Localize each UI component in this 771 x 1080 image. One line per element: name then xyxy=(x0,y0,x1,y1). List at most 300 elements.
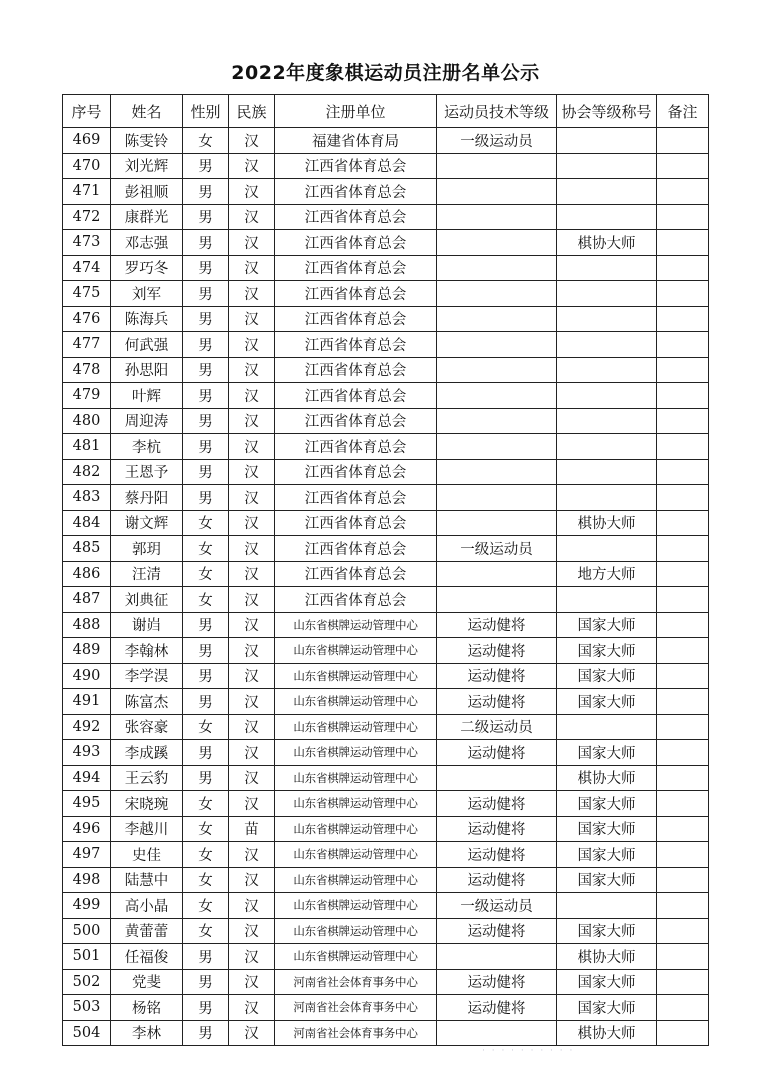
gender-cell: 女 xyxy=(183,587,229,613)
unit-cell: 江西省体育总会 xyxy=(275,153,437,179)
tech-grade-cell xyxy=(437,1020,557,1046)
name-cell: 李林 xyxy=(111,1020,183,1046)
name-cell: 李越川 xyxy=(111,816,183,842)
tech-grade-cell: 运动健将 xyxy=(437,740,557,766)
assoc-title-cell xyxy=(557,459,657,485)
table-row xyxy=(63,408,709,434)
ethnicity-cell: 汉 xyxy=(229,510,275,536)
header-gender: 性别 xyxy=(183,95,229,128)
gender-cell: 女 xyxy=(183,510,229,536)
tech-grade-cell: 二级运动员 xyxy=(437,714,557,740)
assoc-title-cell: 国家大师 xyxy=(557,689,657,715)
table-row xyxy=(63,153,709,179)
gender-cell: 女 xyxy=(183,842,229,868)
remarks-cell xyxy=(657,510,709,536)
remarks-cell xyxy=(657,816,709,842)
unit-cell: 山东省棋牌运动管理中心 xyxy=(275,867,437,893)
tech-grade-cell xyxy=(437,332,557,358)
unit-cell: 江西省体育总会 xyxy=(275,204,437,230)
tech-grade-cell xyxy=(437,153,557,179)
tech-grade-cell: 运动健将 xyxy=(437,842,557,868)
tech-grade-cell xyxy=(437,281,557,307)
ethnicity-cell: 汉 xyxy=(229,995,275,1021)
ethnicity-cell: 汉 xyxy=(229,408,275,434)
unit-cell: 江西省体育总会 xyxy=(275,230,437,256)
name-cell: 王云豹 xyxy=(111,765,183,791)
ethnicity-cell: 汉 xyxy=(229,638,275,664)
remarks-cell xyxy=(657,842,709,868)
table-row xyxy=(63,587,709,613)
serial-cell: 489 xyxy=(63,638,111,664)
table-row xyxy=(63,332,709,358)
remarks-cell xyxy=(657,536,709,562)
ethnicity-cell: 汉 xyxy=(229,536,275,562)
unit-cell: 江西省体育总会 xyxy=(275,357,437,383)
serial-cell: 502 xyxy=(63,969,111,995)
name-cell: 陈海兵 xyxy=(111,306,183,332)
table-row xyxy=(63,893,709,919)
table-row xyxy=(63,434,709,460)
gender-cell: 男 xyxy=(183,204,229,230)
tech-grade-cell xyxy=(437,765,557,791)
name-cell: 周迎涛 xyxy=(111,408,183,434)
remarks-cell xyxy=(657,128,709,154)
unit-cell: 山东省棋牌运动管理中心 xyxy=(275,918,437,944)
gender-cell: 男 xyxy=(183,153,229,179)
gender-cell: 男 xyxy=(183,408,229,434)
table-row xyxy=(63,689,709,715)
unit-cell: 山东省棋牌运动管理中心 xyxy=(275,765,437,791)
table-row xyxy=(63,969,709,995)
name-cell: 何武强 xyxy=(111,332,183,358)
gender-cell: 男 xyxy=(183,944,229,970)
tech-grade-cell xyxy=(437,306,557,332)
table-row xyxy=(63,383,709,409)
serial-cell: 482 xyxy=(63,459,111,485)
remarks-cell xyxy=(657,612,709,638)
unit-cell: 山东省棋牌运动管理中心 xyxy=(275,714,437,740)
name-cell: 李杭 xyxy=(111,434,183,460)
name-cell: 汪清 xyxy=(111,561,183,587)
tech-grade-cell: 运动健将 xyxy=(437,867,557,893)
remarks-cell xyxy=(657,357,709,383)
assoc-title-cell: 棋协大师 xyxy=(557,230,657,256)
assoc-title-cell xyxy=(557,128,657,154)
table-row xyxy=(63,357,709,383)
ethnicity-cell: 汉 xyxy=(229,306,275,332)
gender-cell: 女 xyxy=(183,128,229,154)
unit-cell: 山东省棋牌运动管理中心 xyxy=(275,663,437,689)
name-cell: 谢岿 xyxy=(111,612,183,638)
assoc-title-cell: 国家大师 xyxy=(557,612,657,638)
name-cell: 高小晶 xyxy=(111,893,183,919)
unit-cell: 江西省体育总会 xyxy=(275,306,437,332)
serial-cell: 501 xyxy=(63,944,111,970)
assoc-title-cell: 国家大师 xyxy=(557,740,657,766)
assoc-title-cell: 棋协大师 xyxy=(557,944,657,970)
ethnicity-cell: 汉 xyxy=(229,153,275,179)
name-cell: 邓志强 xyxy=(111,230,183,256)
unit-cell: 江西省体育总会 xyxy=(275,434,437,460)
gender-cell: 男 xyxy=(183,434,229,460)
name-cell: 刘军 xyxy=(111,281,183,307)
remarks-cell xyxy=(657,587,709,613)
tech-grade-cell xyxy=(437,357,557,383)
serial-cell: 472 xyxy=(63,204,111,230)
assoc-title-cell: 国家大师 xyxy=(557,638,657,664)
tech-grade-cell: 一级运动员 xyxy=(437,893,557,919)
remarks-cell xyxy=(657,638,709,664)
tech-grade-cell: 运动健将 xyxy=(437,995,557,1021)
tech-grade-cell xyxy=(437,408,557,434)
remarks-cell xyxy=(657,714,709,740)
ethnicity-cell: 汉 xyxy=(229,842,275,868)
name-cell: 杨铭 xyxy=(111,995,183,1021)
gender-cell: 男 xyxy=(183,663,229,689)
table-row xyxy=(63,816,709,842)
remarks-cell xyxy=(657,1020,709,1046)
ethnicity-cell: 汉 xyxy=(229,485,275,511)
name-cell: 黄蕾蕾 xyxy=(111,918,183,944)
unit-cell: 山东省棋牌运动管理中心 xyxy=(275,791,437,817)
tech-grade-cell xyxy=(437,230,557,256)
unit-cell: 山东省棋牌运动管理中心 xyxy=(275,689,437,715)
gender-cell: 女 xyxy=(183,536,229,562)
assoc-title-cell: 棋协大师 xyxy=(557,1020,657,1046)
name-cell: 孙思阳 xyxy=(111,357,183,383)
ethnicity-cell: 汉 xyxy=(229,867,275,893)
gender-cell: 男 xyxy=(183,357,229,383)
serial-cell: 486 xyxy=(63,561,111,587)
name-cell: 陆慧中 xyxy=(111,867,183,893)
tech-grade-cell: 运动健将 xyxy=(437,969,557,995)
assoc-title-cell xyxy=(557,408,657,434)
assoc-title-cell: 棋协大师 xyxy=(557,765,657,791)
gender-cell: 女 xyxy=(183,893,229,919)
unit-cell: 山东省棋牌运动管理中心 xyxy=(275,740,437,766)
name-cell: 宋晓琬 xyxy=(111,791,183,817)
serial-cell: 497 xyxy=(63,842,111,868)
name-cell: 陈雯铃 xyxy=(111,128,183,154)
assoc-title-cell: 国家大师 xyxy=(557,918,657,944)
remarks-cell xyxy=(657,179,709,205)
gender-cell: 男 xyxy=(183,612,229,638)
header-assoc-title: 协会等级称号 xyxy=(557,95,657,128)
tech-grade-cell xyxy=(437,255,557,281)
table-row xyxy=(63,204,709,230)
unit-cell: 山东省棋牌运动管理中心 xyxy=(275,944,437,970)
assoc-title-cell: 国家大师 xyxy=(557,791,657,817)
table-row xyxy=(63,255,709,281)
table-row xyxy=(63,765,709,791)
unit-cell: 江西省体育总会 xyxy=(275,561,437,587)
serial-cell: 483 xyxy=(63,485,111,511)
serial-cell: 474 xyxy=(63,255,111,281)
ethnicity-cell: 汉 xyxy=(229,357,275,383)
registration-table xyxy=(62,94,709,1046)
ethnicity-cell: 汉 xyxy=(229,281,275,307)
ethnicity-cell: 汉 xyxy=(229,230,275,256)
gender-cell: 女 xyxy=(183,714,229,740)
gender-cell: 男 xyxy=(183,485,229,511)
gender-cell: 男 xyxy=(183,281,229,307)
ethnicity-cell: 汉 xyxy=(229,765,275,791)
serial-cell: 473 xyxy=(63,230,111,256)
page-title: 2022年度象棋运动员注册名单公示 xyxy=(231,62,540,84)
assoc-title-cell xyxy=(557,587,657,613)
ethnicity-cell: 汉 xyxy=(229,689,275,715)
gender-cell: 女 xyxy=(183,918,229,944)
ethnicity-cell: 汉 xyxy=(229,918,275,944)
ethnicity-cell: 汉 xyxy=(229,893,275,919)
serial-cell: 484 xyxy=(63,510,111,536)
table-row xyxy=(63,179,709,205)
serial-cell: 493 xyxy=(63,740,111,766)
unit-cell: 江西省体育总会 xyxy=(275,510,437,536)
name-cell: 李成蹊 xyxy=(111,740,183,766)
table-row xyxy=(63,510,709,536)
table-row xyxy=(63,230,709,256)
remarks-cell xyxy=(657,255,709,281)
ethnicity-cell: 汉 xyxy=(229,459,275,485)
tech-grade-cell: 运动健将 xyxy=(437,689,557,715)
gender-cell: 男 xyxy=(183,740,229,766)
assoc-title-cell: 国家大师 xyxy=(557,969,657,995)
table-row xyxy=(63,791,709,817)
unit-cell: 山东省棋牌运动管理中心 xyxy=(275,816,437,842)
header-ethnicity: 民族 xyxy=(229,95,275,128)
unit-cell: 江西省体育总会 xyxy=(275,408,437,434)
remarks-cell xyxy=(657,306,709,332)
assoc-title-cell xyxy=(557,204,657,230)
serial-cell: 469 xyxy=(63,128,111,154)
table-row xyxy=(63,281,709,307)
name-cell: 罗巧冬 xyxy=(111,255,183,281)
header-row xyxy=(63,95,709,128)
remarks-cell xyxy=(657,332,709,358)
name-cell: 彭祖顺 xyxy=(111,179,183,205)
ethnicity-cell: 苗 xyxy=(229,816,275,842)
table-row xyxy=(63,561,709,587)
serial-cell: 477 xyxy=(63,332,111,358)
serial-cell: 471 xyxy=(63,179,111,205)
serial-cell: 504 xyxy=(63,1020,111,1046)
serial-cell: 499 xyxy=(63,893,111,919)
assoc-title-cell xyxy=(557,332,657,358)
gender-cell: 男 xyxy=(183,995,229,1021)
ethnicity-cell: 汉 xyxy=(229,204,275,230)
gender-cell: 男 xyxy=(183,179,229,205)
remarks-cell xyxy=(657,918,709,944)
table-row xyxy=(63,536,709,562)
tech-grade-cell xyxy=(437,485,557,511)
remarks-cell xyxy=(657,230,709,256)
tech-grade-cell: 运动健将 xyxy=(437,612,557,638)
tech-grade-cell xyxy=(437,510,557,536)
ethnicity-cell: 汉 xyxy=(229,587,275,613)
table-row xyxy=(63,459,709,485)
assoc-title-cell xyxy=(557,357,657,383)
assoc-title-cell: 国家大师 xyxy=(557,842,657,868)
remarks-cell xyxy=(657,740,709,766)
assoc-title-cell xyxy=(557,179,657,205)
remarks-cell xyxy=(657,561,709,587)
unit-cell: 江西省体育总会 xyxy=(275,383,437,409)
tech-grade-cell xyxy=(437,434,557,460)
tech-grade-cell: 运动健将 xyxy=(437,638,557,664)
table-row xyxy=(63,638,709,664)
ethnicity-cell: 汉 xyxy=(229,791,275,817)
tech-grade-cell xyxy=(437,587,557,613)
tech-grade-cell xyxy=(437,944,557,970)
table-row xyxy=(63,867,709,893)
assoc-title-cell: 国家大师 xyxy=(557,995,657,1021)
assoc-title-cell: 地方大师 xyxy=(557,561,657,587)
unit-cell: 河南省社会体育事务中心 xyxy=(275,995,437,1021)
name-cell: 王恩予 xyxy=(111,459,183,485)
tech-grade-cell: 一级运动员 xyxy=(437,128,557,154)
gender-cell: 男 xyxy=(183,969,229,995)
gender-cell: 女 xyxy=(183,561,229,587)
unit-cell: 江西省体育总会 xyxy=(275,536,437,562)
serial-cell: 485 xyxy=(63,536,111,562)
gender-cell: 男 xyxy=(183,255,229,281)
serial-cell: 503 xyxy=(63,995,111,1021)
unit-cell: 福建省体育局 xyxy=(275,128,437,154)
serial-cell: 478 xyxy=(63,357,111,383)
tech-grade-cell xyxy=(437,179,557,205)
table-row xyxy=(63,306,709,332)
remarks-cell xyxy=(657,791,709,817)
unit-cell: 河南省社会体育事务中心 xyxy=(275,1020,437,1046)
table-row xyxy=(63,842,709,868)
ethnicity-cell: 汉 xyxy=(229,663,275,689)
serial-cell: 475 xyxy=(63,281,111,307)
tech-grade-cell xyxy=(437,459,557,485)
assoc-title-cell: 国家大师 xyxy=(557,663,657,689)
name-cell: 张容豪 xyxy=(111,714,183,740)
tech-grade-cell xyxy=(437,204,557,230)
name-cell: 郭玥 xyxy=(111,536,183,562)
assoc-title-cell xyxy=(557,153,657,179)
serial-cell: 496 xyxy=(63,816,111,842)
ethnicity-cell: 汉 xyxy=(229,434,275,460)
remarks-cell xyxy=(657,663,709,689)
serial-cell: 494 xyxy=(63,765,111,791)
tech-grade-cell: 运动健将 xyxy=(437,918,557,944)
remarks-cell xyxy=(657,153,709,179)
remarks-cell xyxy=(657,867,709,893)
remarks-cell xyxy=(657,408,709,434)
unit-cell: 河南省社会体育事务中心 xyxy=(275,969,437,995)
tech-grade-cell: 运动健将 xyxy=(437,791,557,817)
gender-cell: 男 xyxy=(183,638,229,664)
name-cell: 陈富杰 xyxy=(111,689,183,715)
header-tech-grade: 运动员技术等级 xyxy=(437,95,557,128)
header-name: 姓名 xyxy=(111,95,183,128)
name-cell: 李学淏 xyxy=(111,663,183,689)
gender-cell: 男 xyxy=(183,332,229,358)
tech-grade-cell: 一级运动员 xyxy=(437,536,557,562)
assoc-title-cell xyxy=(557,434,657,460)
remarks-cell xyxy=(657,995,709,1021)
ethnicity-cell: 汉 xyxy=(229,612,275,638)
table-row xyxy=(63,995,709,1021)
gender-cell: 男 xyxy=(183,383,229,409)
remarks-cell xyxy=(657,459,709,485)
watermark: · · · · · · · · · · xyxy=(482,1046,575,1056)
assoc-title-cell xyxy=(557,536,657,562)
unit-cell: 江西省体育总会 xyxy=(275,281,437,307)
name-cell: 谢文辉 xyxy=(111,510,183,536)
gender-cell: 男 xyxy=(183,230,229,256)
assoc-title-cell xyxy=(557,255,657,281)
ethnicity-cell: 汉 xyxy=(229,561,275,587)
unit-cell: 江西省体育总会 xyxy=(275,485,437,511)
assoc-title-cell xyxy=(557,281,657,307)
ethnicity-cell: 汉 xyxy=(229,332,275,358)
table-row xyxy=(63,740,709,766)
unit-cell: 江西省体育总会 xyxy=(275,255,437,281)
tech-grade-cell xyxy=(437,561,557,587)
ethnicity-cell: 汉 xyxy=(229,740,275,766)
serial-cell: 491 xyxy=(63,689,111,715)
ethnicity-cell: 汉 xyxy=(229,128,275,154)
remarks-cell xyxy=(657,434,709,460)
ethnicity-cell: 汉 xyxy=(229,179,275,205)
name-cell: 康群光 xyxy=(111,204,183,230)
serial-cell: 498 xyxy=(63,867,111,893)
name-cell: 李翰林 xyxy=(111,638,183,664)
name-cell: 刘典征 xyxy=(111,587,183,613)
table-row xyxy=(63,663,709,689)
assoc-title-cell xyxy=(557,714,657,740)
tech-grade-cell xyxy=(437,383,557,409)
gender-cell: 女 xyxy=(183,867,229,893)
remarks-cell xyxy=(657,383,709,409)
unit-cell: 江西省体育总会 xyxy=(275,332,437,358)
header-serial: 序号 xyxy=(63,95,111,128)
name-cell: 史佳 xyxy=(111,842,183,868)
remarks-cell xyxy=(657,893,709,919)
gender-cell: 男 xyxy=(183,689,229,715)
remarks-cell xyxy=(657,969,709,995)
remarks-cell xyxy=(657,944,709,970)
gender-cell: 男 xyxy=(183,765,229,791)
serial-cell: 500 xyxy=(63,918,111,944)
table-row xyxy=(63,128,709,154)
table-row xyxy=(63,485,709,511)
table-row xyxy=(63,612,709,638)
unit-cell: 江西省体育总会 xyxy=(275,179,437,205)
serial-cell: 490 xyxy=(63,663,111,689)
gender-cell: 男 xyxy=(183,306,229,332)
remarks-cell xyxy=(657,765,709,791)
table-row xyxy=(63,714,709,740)
table-row xyxy=(63,1020,709,1046)
name-cell: 叶辉 xyxy=(111,383,183,409)
ethnicity-cell: 汉 xyxy=(229,714,275,740)
serial-cell: 470 xyxy=(63,153,111,179)
unit-cell: 江西省体育总会 xyxy=(275,459,437,485)
name-cell: 党斐 xyxy=(111,969,183,995)
gender-cell: 女 xyxy=(183,816,229,842)
assoc-title-cell xyxy=(557,306,657,332)
unit-cell: 江西省体育总会 xyxy=(275,587,437,613)
serial-cell: 492 xyxy=(63,714,111,740)
tech-grade-cell: 运动健将 xyxy=(437,663,557,689)
header-remarks: 备注 xyxy=(657,95,709,128)
